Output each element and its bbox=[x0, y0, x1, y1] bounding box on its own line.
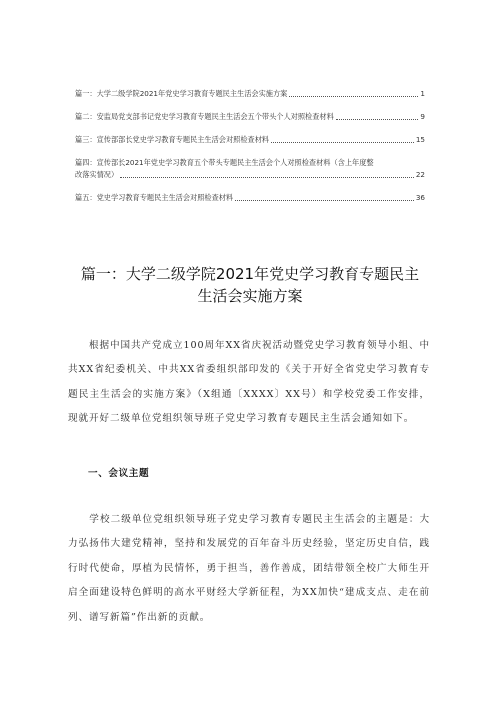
toc-entry-page: 1 bbox=[420, 89, 425, 98]
intro-paragraph: 根据中国共产党成立100周年XX省庆祝活动暨党史学习教育领导小组、中共XX省纪委机关、中共XX省委组织部印发的《关于开好全省党史学习教育专题民主生活会的实施方案》（X组通〔XXXX〕XX号）和学校党委工作安排，现就开好二级单位党组织领导班子党史学习教育专题民主生活会通知如下。 bbox=[68, 340, 430, 425]
table-of-contents bbox=[75, 88, 425, 204]
toc-entry-page: 36 bbox=[415, 193, 425, 202]
toc-entry[interactable] bbox=[75, 192, 425, 204]
toc-leader-dots bbox=[336, 118, 419, 120]
toc-entry-label-line2: 改落实情况） bbox=[75, 170, 119, 179]
toc-entry-label: 篇二：安监局党支部书记党史学习教育专题民主生活会五个带头个人对照检查材料 bbox=[75, 112, 334, 121]
toc-entry-page: 9 bbox=[420, 112, 425, 121]
toc-entry[interactable] bbox=[75, 157, 425, 181]
document-title-line1: 篇一：大学二级学院2021年党史学习教育专题民主 bbox=[80, 265, 420, 283]
toc-entry[interactable] bbox=[75, 134, 425, 146]
toc-entry-page: 22 bbox=[415, 170, 425, 179]
section-heading: 一、会议主题 bbox=[88, 468, 150, 479]
document-title bbox=[60, 263, 440, 307]
document-title-line2: 生活会实施方案 bbox=[197, 287, 303, 305]
toc-entry-label-line1: 篇四：宣传部长2021年党史学习教育五个带头专题民主生活会个人对照检查材料（含上年度整 bbox=[75, 158, 374, 167]
toc-leader-dots bbox=[271, 141, 414, 143]
toc-entry-label: 篇五：党史学习教育专题民主生活会对照检查材料 bbox=[75, 193, 234, 202]
toc-entry-page: 15 bbox=[415, 135, 425, 144]
toc-entry-label: 篇三：宣传部部长党史学习教育专题民主生活会对照检查材料 bbox=[75, 135, 270, 144]
section-paragraph: 学校二级单位党组织领导班子党史学习教育专题民主生活会的主题是：大力弘扬伟大建党精神，坚持和发展党的百年奋斗历史经验，坚定历史自信，践行时代使命，厚植为民情怀，勇于担当，善作善成，团结带领全校广大师生开启全面建设特色鲜明的高水平财经大学新征程，为XX加快“建成支点、走在前列、谱写新篇”作出新的贡献。 bbox=[68, 514, 430, 623]
toc-entry-label: 篇一：大学二级学院2021年党史学习教育专题民主生活会实施方案 bbox=[75, 89, 288, 98]
toc-entry[interactable] bbox=[75, 88, 425, 100]
toc-leader-dots bbox=[120, 176, 414, 178]
toc-leader-dots bbox=[235, 199, 414, 201]
toc-entry[interactable] bbox=[75, 111, 425, 123]
toc-leader-dots bbox=[289, 95, 418, 97]
